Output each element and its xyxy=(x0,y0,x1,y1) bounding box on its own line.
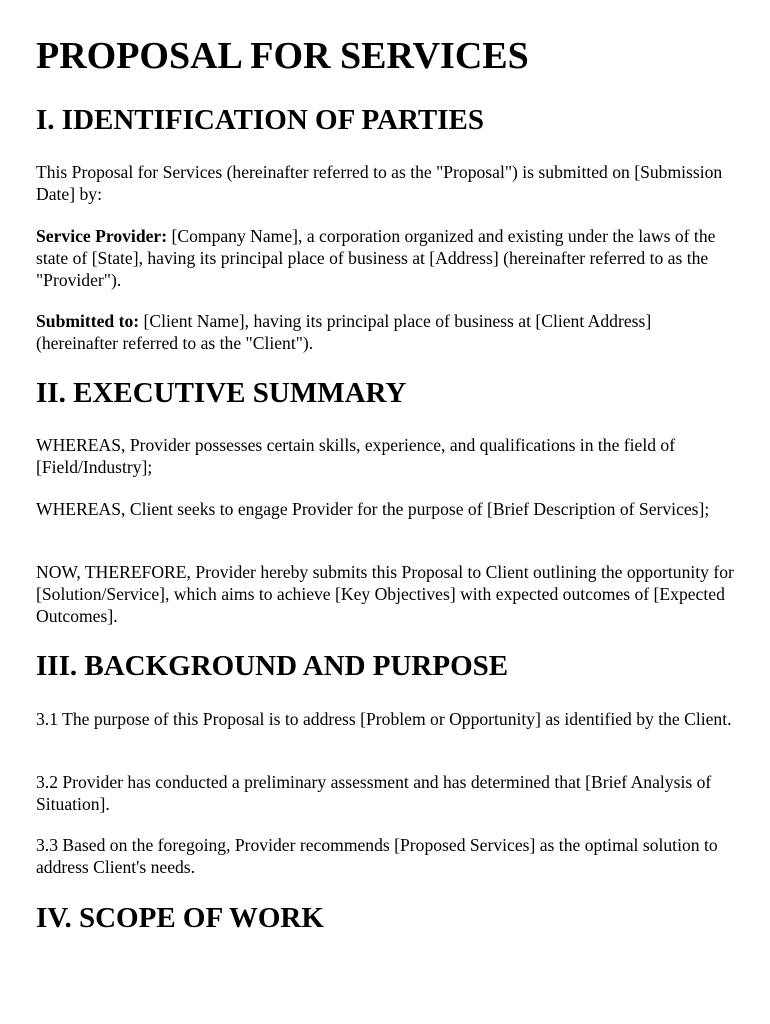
paragraph-text: This Proposal for Services (hereinafter referred to as the "Proposal") is submitted on [Submission Date] by: xyxy=(36,162,723,204)
paragraph-whereas-provider xyxy=(36,434,736,478)
section-heading-identification: I. IDENTIFICATION OF PARTIES xyxy=(36,104,485,136)
paragraph-text: WHEREAS, Client seeks to engage Provider for the purpose of [Brief Description of Services]; xyxy=(36,499,710,519)
paragraph-now-therefore xyxy=(36,561,736,627)
paragraph-service-provider xyxy=(36,225,736,291)
paragraph-3-1 xyxy=(36,708,736,730)
paragraph-text: NOW, THEREFORE, Provider hereby submits this Proposal to Client outlining the opportunity for [Solution/Service], which aims to achieve [Key Objectives] with expected outcomes of [Expected Outcomes]. xyxy=(36,562,734,626)
paragraph-3-2 xyxy=(36,771,736,815)
document-title: PROPOSAL FOR SERVICES xyxy=(36,35,529,77)
section-heading-scope-of-work: IV. SCOPE OF WORK xyxy=(36,902,324,934)
paragraph-3-3 xyxy=(36,834,736,878)
paragraph-text: 3.3 Based on the foregoing, Provider recommends [Proposed Services] as the optimal solution to address Client's needs. xyxy=(36,835,718,877)
paragraph-text: [Client Name], having its principal place of business at [Client Address] (hereinafter referred to as the "Client"). xyxy=(36,311,652,353)
paragraph-text: 3.2 Provider has conducted a preliminary assessment and has determined that [Brief Analysis of Situation]. xyxy=(36,772,712,814)
paragraph-text: 3.1 The purpose of this Proposal is to address [Problem or Opportunity] as identified by the Client. xyxy=(36,709,732,729)
paragraph-label: Submitted to: xyxy=(36,311,140,331)
section-heading-background: III. BACKGROUND AND PURPOSE xyxy=(36,650,509,682)
paragraph-submitted-to xyxy=(36,310,736,354)
paragraph-submission xyxy=(36,161,736,205)
paragraph-text: [Company Name], a corporation organized and existing under the laws of the state of [State], having its principal place of business at [Address] (hereinafter referred to as the "Provider"). xyxy=(36,226,716,290)
paragraph-whereas-client xyxy=(36,498,736,520)
section-heading-executive-summary: II. EXECUTIVE SUMMARY xyxy=(36,377,407,409)
paragraph-label: Service Provider: xyxy=(36,226,168,246)
paragraph-text: WHEREAS, Provider possesses certain skills, experience, and qualifications in the field of [Field/Industry]; xyxy=(36,435,676,477)
